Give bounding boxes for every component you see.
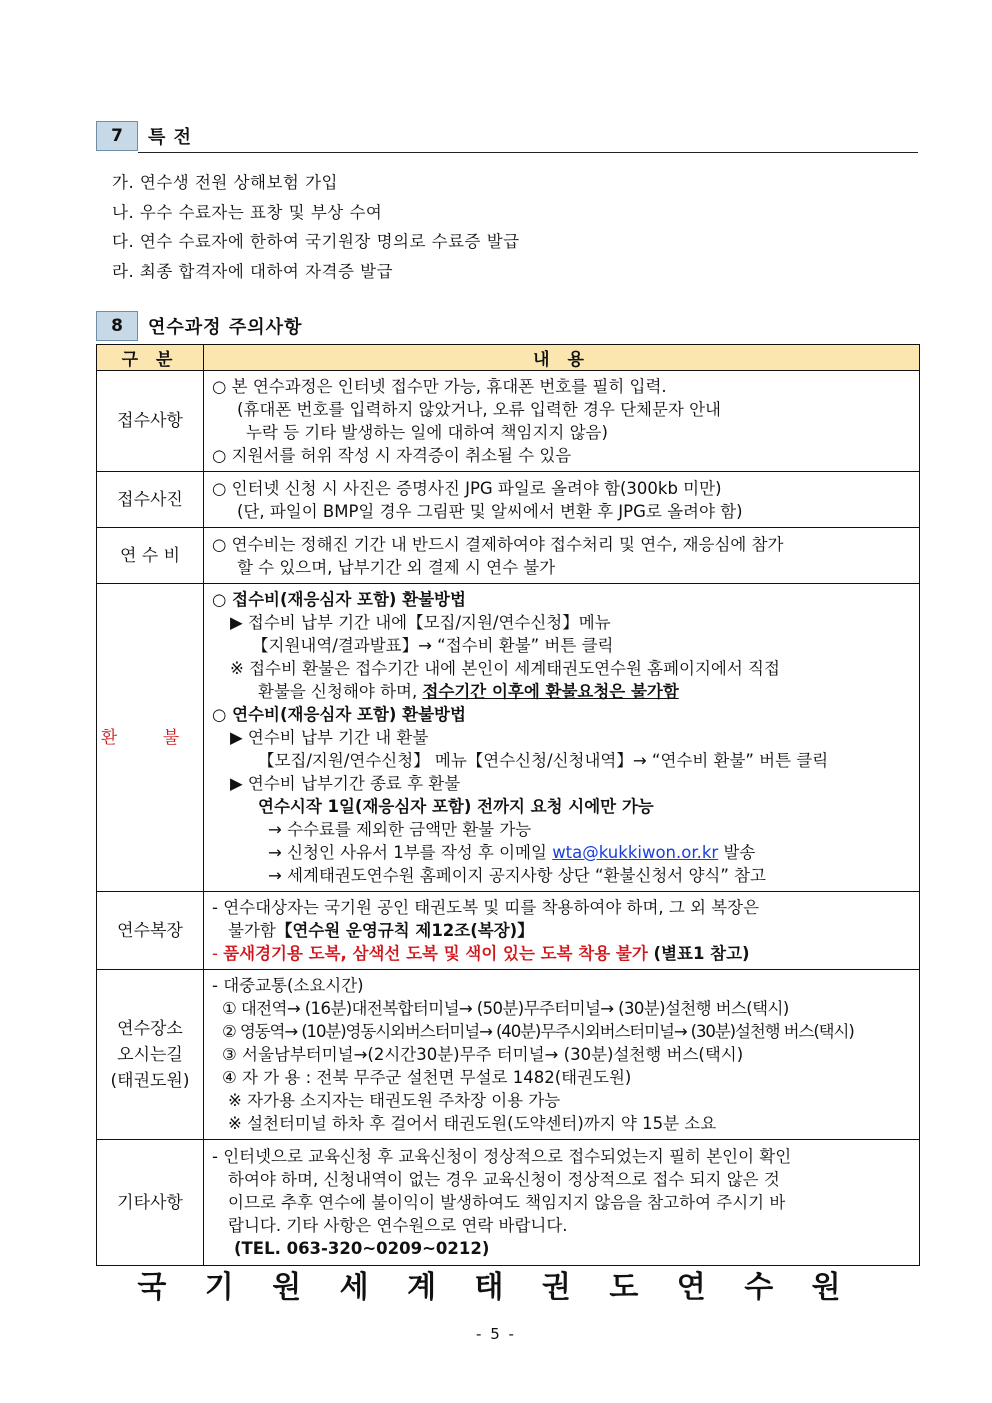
- content-line: ④ 자 가 용 : 전북 무주군 설천면 무설로 1482(태권도원): [222, 1068, 632, 1087]
- text-span: 불가함: [228, 921, 276, 940]
- content-line: (휴대폰 번호를 입력하지 않았거나, 오류 입력한 경우 단체문자 안내: [237, 400, 721, 419]
- section-title: 연수과정 주의사항: [148, 317, 303, 338]
- list-item: 가. 연수생 전원 상해보험 가입: [112, 173, 338, 192]
- content-line: ○ 접수비(재응심자 포함) 환불방법: [212, 590, 466, 609]
- row-content: [204, 528, 920, 584]
- content-line: ▶ 접수비 납부 기간 내에【모집/지원/연수신청】메뉴: [230, 613, 611, 632]
- warning-text: 품새경기용 도복, 삼색선 도복 및 색이 있는 도복 착용 불가: [223, 944, 648, 963]
- content-line: 랍니다. 기타 사항은 연수원으로 연락 바랍니다.: [228, 1216, 568, 1235]
- content-line: ※ 설천터미널 하차 후 걸어서 태권도원(도약센터)까지 약 15분 소요: [228, 1114, 717, 1133]
- content-line: ※ 접수비 환불은 접수기간 내에 본인이 세계태권도연수원 홈페이지에서 직접: [230, 659, 780, 678]
- row-content: [204, 472, 920, 528]
- content-line: [212, 841, 911, 864]
- contact-phone: (TEL. 063-320~0209~0212): [234, 1239, 490, 1258]
- content-line: - 대중교통(소요시간): [212, 976, 364, 995]
- row-content: [204, 584, 920, 892]
- content-line: ※ 자가용 소지자는 태권도원 주차장 이용 가능: [228, 1091, 561, 1110]
- row-label: 기타사항: [97, 1140, 204, 1266]
- content-line: (단, 파일이 BMP일 경우 그림판 및 알씨에서 변환 후 JPG로 올려야 함): [237, 501, 743, 521]
- section-number: 8: [96, 311, 138, 341]
- row-label: 연 수 비: [97, 528, 204, 584]
- content-line: 누락 등 기타 발생하는 일에 대하여 책임지지 않음): [246, 423, 608, 442]
- content-line: → 세계태권도연수원 홈페이지 공지사항 상단 “환불신청서 양식” 참고: [268, 866, 766, 885]
- content-line: - 인터넷으로 교육신청 후 교육신청이 정상적으로 접수되었는지 필히 본인이 확인: [212, 1147, 792, 1166]
- table-row: [97, 472, 920, 528]
- content-line: → 수수료를 제외한 금액만 환불 가능: [268, 820, 532, 839]
- content-line: ○ 연수비는 정해진 기간 내 반드시 결제하여야 접수처리 및 연수, 재응심에 참가: [212, 534, 784, 554]
- row-label: 접수사항: [97, 371, 204, 472]
- content-line: ○ 연수비(재응심자 포함) 환불방법: [212, 705, 466, 724]
- section-title: 특 전: [148, 127, 193, 148]
- list-item: 다. 연수 수료자에 한하여 국기원장 명의로 수료증 발급: [112, 232, 520, 251]
- table-row: [97, 584, 920, 892]
- content-line: ③ 서울남부터미널→(2시간30분)무주 터미널→ (30분)설천행 버스(택시): [222, 1045, 744, 1064]
- content-line: 이므로 추후 연수에 불이익이 발생하여도 책임지지 않음을 참고하여 주시기 바: [228, 1193, 786, 1212]
- row-label: [97, 970, 204, 1140]
- emphasis-text: 접수기간 이후에 환불요청은 불가함: [422, 682, 679, 701]
- content-line: ② 영동역→ (10분)영동시외버스터미널→ (40분)무주시외버스터미널→ (30분)설천행 버스(택시): [222, 1022, 854, 1041]
- table-row: [97, 892, 920, 970]
- emphasis-text: 【연수원 운영규칙 제12조(복장)】: [275, 921, 534, 940]
- content-line: 【지원내역/결과발표】→ “접수비 환불” 버튼 클릭: [252, 636, 614, 655]
- text-span: -: [212, 944, 224, 963]
- content-line: ○ 인터넷 신청 시 사진은 증명사진 JPG 파일로 올려야 함(300kb 미만): [212, 478, 722, 498]
- row-content: [204, 1140, 920, 1266]
- header-content: 내 용: [204, 345, 920, 371]
- table-row: [97, 1140, 920, 1266]
- row-content: [204, 371, 920, 472]
- table-header-row: [97, 345, 920, 371]
- section-divider: [138, 152, 918, 153]
- benefits-list: [112, 168, 520, 286]
- content-line: ○ 지원서를 허위 작성 시 자격증이 취소될 수 있음: [212, 446, 572, 465]
- row-content: [204, 970, 920, 1140]
- page-number: - 5 -: [476, 1325, 516, 1343]
- row-content: [204, 892, 920, 970]
- content-line: 연수시작 1일(재응심자 포함) 전까지 요청 시에만 가능: [258, 797, 654, 816]
- table-row: [97, 371, 920, 472]
- organization-name: 국 기 원 세 계 태 권 도 연 수 원: [137, 1270, 855, 1305]
- header-category: 구 분: [97, 345, 204, 371]
- content-line: [212, 680, 911, 703]
- label-line: (태권도원): [110, 1070, 190, 1091]
- content-line: 할 수 있으며, 납부기간 외 결제 시 연수 불가: [237, 557, 556, 577]
- content-line: [212, 942, 911, 965]
- text-span: 발송: [718, 843, 756, 862]
- precautions-table: [96, 344, 920, 1266]
- table-row: [97, 528, 920, 584]
- emphasis-text: (별표1 참고): [647, 944, 750, 963]
- text-span: → 신청인 사유서 1부를 작성 후 이메일: [268, 843, 553, 862]
- row-label: 접수사진: [97, 472, 204, 528]
- content-line: [212, 919, 911, 942]
- content-line: ○ 본 연수과정은 인터넷 접수만 가능, 휴대폰 번호를 필히 입력.: [212, 377, 667, 396]
- section-7-header: [96, 121, 918, 153]
- content-line: 【모집/지원/연수신청】 메뉴【연수신청/신청내역】→ “연수비 환불” 버튼 클릭: [258, 751, 829, 770]
- content-line: ① 대전역→ (16분)대전복합터미널→ (50분)무주터미널→ (30분)설천행 버스(택시): [222, 999, 789, 1018]
- row-label: 연수복장: [97, 892, 204, 970]
- list-item: 나. 우수 수료자는 표창 및 부상 수여: [112, 202, 383, 222]
- label-line: 오시는길: [117, 1044, 183, 1065]
- email-link[interactable]: wta@kukkiwon.or.kr: [552, 843, 719, 862]
- content-line: 하여야 하며, 신청내역이 없는 경우 교육신청이 정상적으로 접수 되지 않은 것: [228, 1170, 780, 1189]
- label-line: 연수장소: [117, 1018, 183, 1039]
- text-span: 환불을 신청해야 하며,: [258, 682, 423, 701]
- section-8-header: [96, 311, 918, 343]
- section-number: 7: [96, 121, 138, 151]
- content-line: ▶ 연수비 납부 기간 내 환불: [230, 728, 429, 747]
- row-label: 환 불: [97, 584, 204, 892]
- content-line: ▶ 연수비 납부기간 종료 후 환불: [230, 774, 461, 793]
- content-line: - 연수대상자는 국기원 공인 태권도복 및 띠를 착용하여야 하며, 그 외 복장은: [212, 898, 760, 917]
- table-row: [97, 970, 920, 1140]
- list-item: 라. 최종 합격자에 대하여 자격증 발급: [112, 261, 394, 281]
